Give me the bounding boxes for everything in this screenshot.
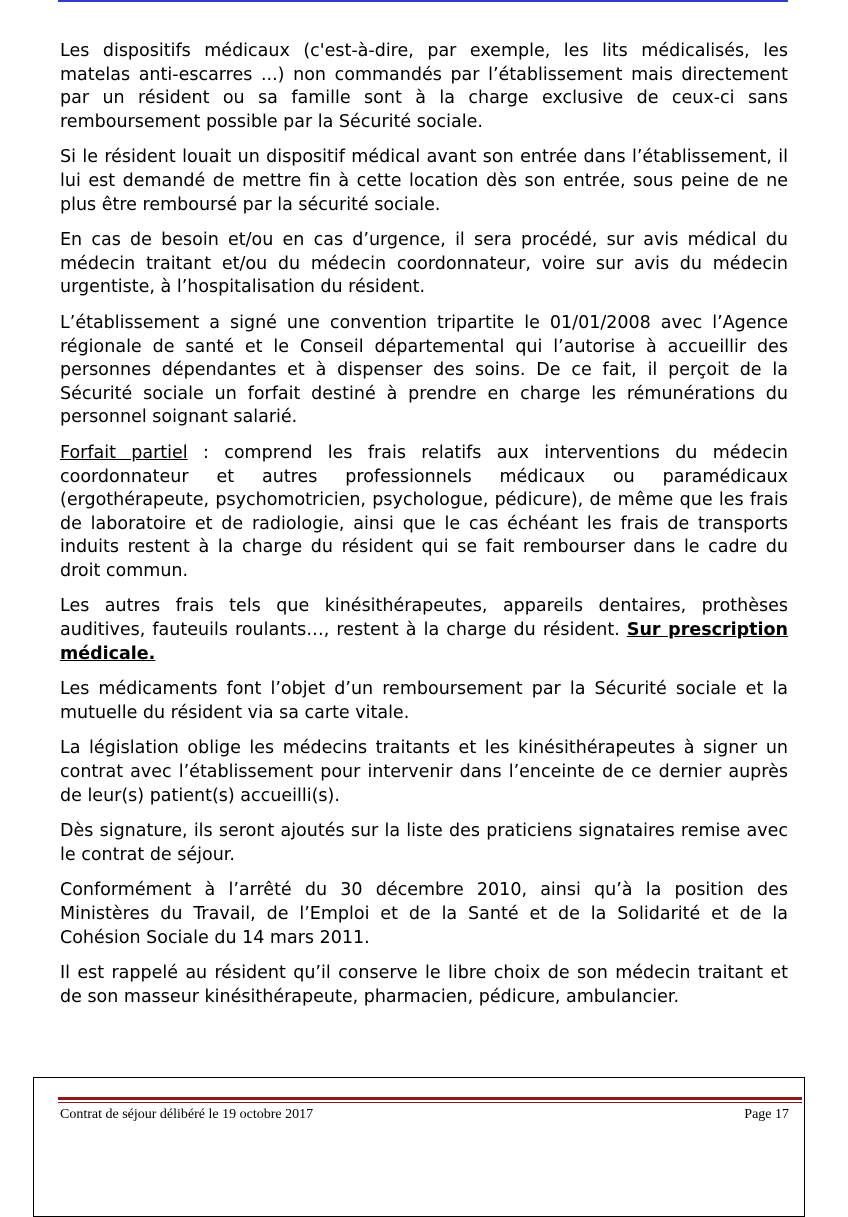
footer-page-number: Page 17 — [744, 1107, 789, 1122]
paragraph-arrete: Conformément à l’arrêté du 30 décembre 2010, ainsi qu’à la position des Ministères du Travail, de l’Emploi et de la Santé et de la Solidarité et de la Cohésion Sociale du 14 mars 2011. — [60, 880, 788, 948]
paragraph-legislation: La législation oblige les médecins traitants et les kinésithérapeutes à signer un contrat avec l’établissement pour intervenir dans l’enceinte de ce dernier auprès de leur(s) patient(s) accueilli(s). — [60, 738, 788, 806]
forfait-text: : comprend les frais relatifs aux interventions du médecin coordonnateur et autres professionnels médicaux ou paramédicaux (ergothérapeute, psychomotricien, psychologue, pédicure), de même que les frais de laboratoire et de radiologie, ainsi que le cas échéant les frais de transports induits restent à la charge du résident qui se fait rembourser dans le cadre du droit commun. — [60, 442, 788, 581]
prescription-emphasis: Sur prescription médicale. — [60, 620, 788, 664]
document-body — [60, 40, 788, 1021]
paragraph-dispositifs: Les dispositifs médicaux (c'est-à-dire, par exemple, les lits médicalisés, les matelas anti-escarres ...) non commandés par l’établissement mais directement par un résident ou sa famille sont à la charge exclusive de ceux-ci sans remboursement possible par la Sécurité sociale. — [60, 41, 788, 132]
paragraph-convention: L’établissement a signé une convention tripartite le 01/01/2008 avec l’Agence régionale de santé et le Conseil départemental qui l’autorise à accueillir des personnes dépendantes et à dispenser des soins. De ce fait, il perçoit de la Sécurité sociale un forfait destiné à prendre en charge les rémunérations du personnel soignant salarié. — [60, 312, 788, 428]
paragraph-libre-choix: Il est rappelé au résident qu’il conserve le libre choix de son médecin traitant et de son masseur kinésithérapeute, pharmacien, pédicure, ambulancier. — [60, 963, 788, 1007]
forfait-label: Forfait partiel — [60, 442, 188, 463]
paragraph-hospitalisation: En cas de besoin et/ou en cas d’urgence, il sera procédé, sur avis médical du médecin traitant et/ou du médecin coordonnateur, voire sur avis du médecin urgentiste, à l’hospitalisation du résident. — [60, 230, 788, 298]
header-rule — [58, 0, 788, 2]
paragraph-autres-frais — [60, 595, 788, 666]
paragraph-signature: Dès signature, ils seront ajoutés sur la liste des praticiens signataires remise avec le contrat de séjour. — [60, 821, 788, 865]
paragraph-forfait — [60, 442, 788, 584]
paragraph-medicaments: Les médicaments font l’objet d’un remboursement par la Sécurité sociale et la mutuelle du résident via sa carte vitale. — [60, 679, 788, 723]
footer-rule — [58, 1097, 802, 1100]
footer-rule-thin — [58, 1102, 802, 1103]
autres-frais-text: Les autres frais tels que kinésithérapeutes, appareils dentaires, prothèses auditives, fauteuils roulants…, restent à la charge du résident. — [60, 596, 788, 641]
footer-document-title: Contrat de séjour délibéré le 19 octobre 2017 — [60, 1107, 314, 1122]
paragraph-location: Si le résident louait un dispositif médical avant son entrée dans l’établissement, il lui est demandé de mettre fin à cette location dès son entrée, sous peine de ne plus être remboursé par la sécurité sociale. — [60, 147, 788, 215]
